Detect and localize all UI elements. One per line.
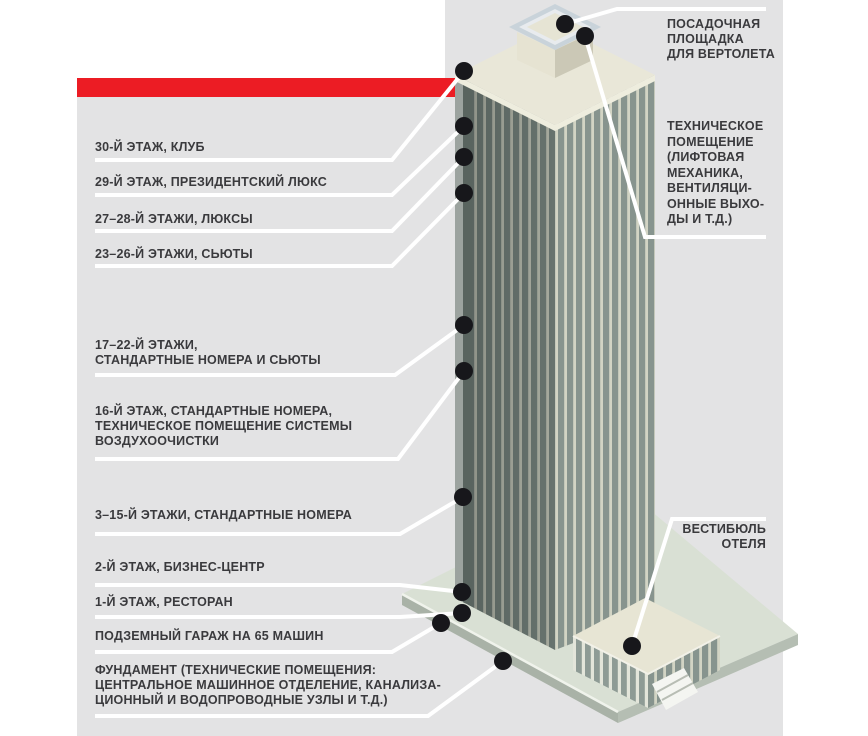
marker-floors3-15 [454,488,472,506]
label-lobby: ВЕСТИБЮЛЬ ОТЕЛЯ [682,522,766,551]
label-floors-17-22: 17–22-Й ЭТАЖИ, СТАНДАРТНЫЕ НОМЕРА И СЬЮТЫ [95,338,321,367]
marker-floor29 [455,148,473,166]
marker-lobby [623,637,641,655]
label-floor-2: 2-Й ЭТАЖ, БИЗНЕС-ЦЕНТР [95,560,265,574]
accent-title-bar [77,78,458,97]
tower-right-face [555,75,655,650]
label-floor-1: 1-Й ЭТАЖ, РЕСТОРАН [95,595,233,609]
marker-floor16 [455,362,473,380]
marker-floors27-28 [455,184,473,202]
label-foundation: ФУНДАМЕНТ (ТЕХНИЧЕСКИЕ ПОМЕЩЕНИЯ: ЦЕНТРАЛЬНОЕ МАШИННОЕ ОТДЕЛЕНИЕ, КАНАЛИЗА- ЦИОННЫЙ И ВОДОПРОВОДНЫЕ УЗЛЫ И Т.Д.) [95,663,441,707]
label-floors-27-28: 27–28-Й ЭТАЖИ, ЛЮКСЫ [95,212,253,226]
marker-floor1 [453,604,471,622]
label-garage: ПОДЗЕМНЫЙ ГАРАЖ НА 65 МАШИН [95,629,324,643]
marker-floor30 [455,117,473,135]
marker-garage [432,614,450,632]
marker-roof-top [455,62,473,80]
marker-helipad [556,15,574,33]
marker-tech-room [576,27,594,45]
marker-foundation [494,652,512,670]
hotel-tower [455,25,655,650]
marker-floors17-22 [455,316,473,334]
label-helipad: ПОСАДОЧНАЯ ПЛОЩАДКА ДЛЯ ВЕРТОЛЕТА [667,17,775,61]
label-floors-3-15: 3–15-Й ЭТАЖИ, СТАНДАРТНЫЕ НОМЕРА [95,508,353,522]
label-floor-16: 16-Й ЭТАЖ, СТАНДАРТНЫЕ НОМЕРА, ТЕХНИЧЕСКОЕ ПОМЕЩЕНИЕ СИСТЕМЫ ВОЗДУХООЧИСТКИ [95,404,353,448]
label-floor-30: 30-Й ЭТАЖ, КЛУБ [95,140,205,154]
label-floors-23-26: 23–26-Й ЭТАЖИ, СЬЮТЫ [95,247,253,261]
label-floor-29: 29-Й ЭТАЖ, ПРЕЗИДЕНТСКИЙ ЛЮКС [95,175,327,189]
marker-floor2 [453,583,471,601]
label-tech-room: ТЕХНИЧЕСКОЕ ПОМЕЩЕНИЕ (ЛИФТОВАЯ МЕХАНИКА, ВЕНТИЛЯЦИ- ОННЫЕ ВЫХО- ДЫ И Т.Д.) [667,119,765,226]
